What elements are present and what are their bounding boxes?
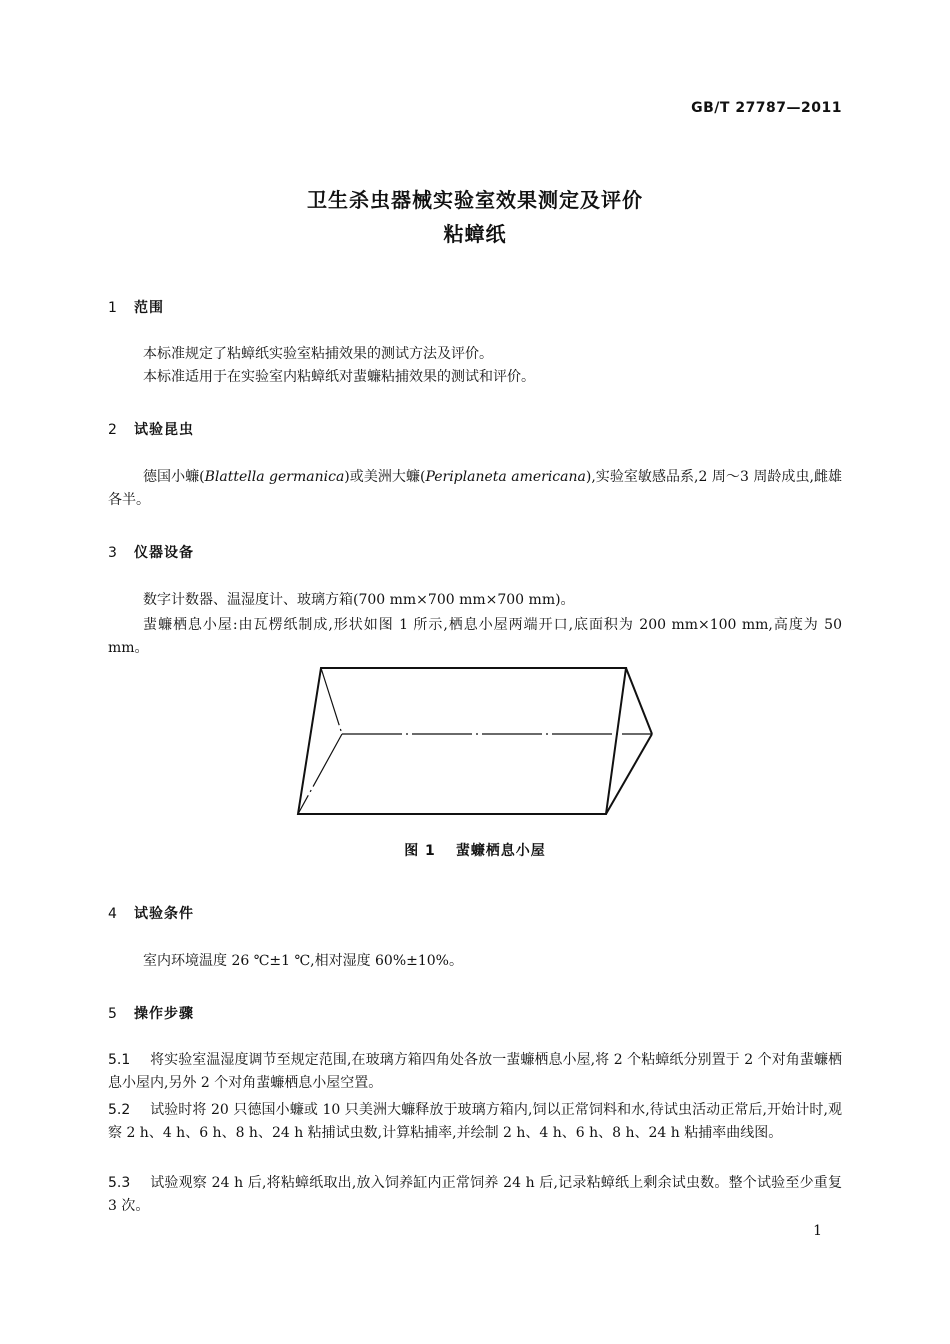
subsection-text: 试验观察 24 h 后,将粘蟑纸取出,放入饲养缸内正常饲养 24 h 后,记录粘蟑纸上剩余试虫数。整个试验至少重复 3 次。: [108, 1175, 842, 1214]
section-4-para-1: 室内环境温度 26 ℃±1 ℃,相对湿度 60%±10%。: [143, 953, 463, 969]
section-1-para-2: 本标准适用于在实验室内粘蟑纸对蜚蠊粘捕效果的测试和评价。: [143, 369, 535, 385]
section-4-heading: [108, 903, 194, 923]
subsection-number: 5.3: [108, 1175, 131, 1191]
figure-label: 图 1: [404, 843, 436, 859]
step-5-1: [108, 1049, 842, 1095]
section-title: 试验条件: [134, 906, 194, 922]
section-title: 试验昆虫: [134, 422, 194, 438]
figure-caption-text: 蜚蠊栖息小屋: [455, 843, 546, 859]
section-1-heading: [108, 297, 164, 317]
subsection-text: 将实验室温湿度调节至规定范围,在玻璃方箱四角处各放一蜚蠊栖息小屋,将 2 个粘蟑纸分别置于 2 个对角蜚蠊栖息小屋内,另外 2 个对角蜚蠊栖息小屋空置。: [108, 1052, 842, 1091]
latin-name: Blattella germanica: [204, 469, 345, 485]
section-2-para-1: [108, 466, 842, 512]
section-number: 1: [108, 300, 118, 316]
hidden-edge-left-top: [321, 668, 342, 734]
page-number: 1: [813, 1223, 822, 1239]
step-5-2: [108, 1099, 842, 1145]
text-run: ),实验室敏感品系,2 周～3 周龄成虫,雌雄各半。: [108, 469, 842, 508]
section-3-para-1: 数字计数器、温湿度计、玻璃方箱(700 mm×700 mm×700 mm)。: [143, 592, 575, 608]
standard-number: GB/T 27787—2011: [691, 100, 842, 116]
section-number: 4: [108, 906, 118, 922]
document-subtitle: 粘蟑纸: [443, 222, 507, 246]
section-title: 操作步骤: [134, 1006, 194, 1022]
section-2-heading: [108, 419, 194, 439]
right-edge-top: [626, 668, 652, 734]
step-5-3: [108, 1172, 842, 1218]
section-1-para-1: 本标准规定了粘蟑纸实验室粘捕效果的测试方法及评价。: [143, 346, 493, 362]
subsection-text: 试验时将 20 只德国小蠊或 10 只美洲大蠊释放于玻璃方箱内,饲以正常饲料和水,待试虫活动正常后,开始计时,观察 2 h、4 h、6 h、8 h、24 h 粘捕试虫数,计算粘捕率,并绘制 2 h、4 h、6 h、8 h、24 h 粘捕率曲线图。: [108, 1102, 842, 1141]
document-title: 卫生杀虫器械实验室效果测定及评价: [307, 188, 643, 212]
text-run: )或美洲大蠊(: [344, 469, 426, 485]
shelter-box-figure: [290, 662, 660, 822]
section-3-para-2: 蜚蠊栖息小屋:由瓦楞纸制成,形状如图 1 所示,栖息小屋两端开口,底面积为 200 mm×100 mm,高度为 50 mm。: [108, 617, 842, 656]
front-face-outline: [298, 668, 626, 814]
subsection-number: 5.2: [108, 1102, 131, 1118]
latin-name: Periplaneta americana: [425, 469, 586, 485]
section-title: 仪器设备: [134, 545, 194, 561]
subsection-number: 5.1: [108, 1052, 131, 1068]
section-number: 2: [108, 422, 118, 438]
section-5-heading: [108, 1003, 194, 1023]
section-number: 3: [108, 545, 118, 561]
figure-caption: [0, 840, 950, 860]
section-number: 5: [108, 1006, 118, 1022]
right-edge-bottom: [606, 734, 652, 814]
text-run: 德国小蠊(: [143, 469, 205, 485]
section-title: 范围: [134, 300, 164, 316]
section-3-heading: [108, 542, 194, 562]
